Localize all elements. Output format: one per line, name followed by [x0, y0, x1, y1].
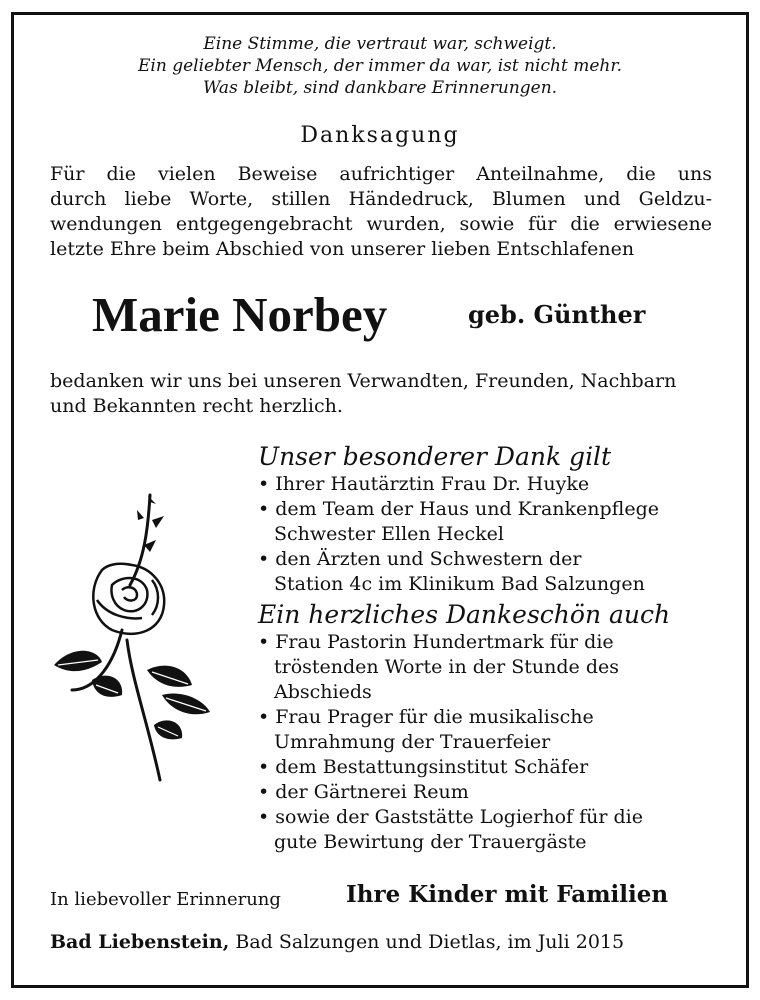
poem: [0, 33, 760, 99]
special-thanks-list: [258, 472, 728, 597]
thanks-line: und Bekannten recht herzlich.: [50, 395, 343, 417]
list-item-line: • Ihrer Hautärztin Frau Dr. Huyke: [258, 473, 590, 495]
maiden-name: geb. Günther: [468, 300, 646, 329]
list-item: [258, 705, 728, 755]
deceased-name: Marie Norbey: [92, 287, 388, 342]
intro-paragraph: [50, 162, 712, 262]
poem-line: Was bleibt, sind dankbare Erinnerungen.: [202, 78, 558, 98]
heartfelt-thanks-list: [258, 630, 728, 855]
list-item: [258, 497, 728, 547]
place-rest: Bad Salzungen und Dietlas, im Juli 2015: [229, 931, 625, 953]
list-item-line: • Frau Prager für die musikalische: [258, 706, 594, 728]
list-item: [258, 780, 728, 805]
poem-line: Ein geliebter Mensch, der immer da war, ist nicht mehr.: [138, 56, 622, 76]
list-item-line: Schwester Ellen Heckel: [274, 523, 504, 545]
list-item-line: • dem Team der Haus und Krankenpflege: [258, 498, 659, 520]
list-item-line: • Frau Pastorin Hundertmark für die: [258, 631, 614, 653]
list-item-line: • den Ärzten und Schwestern der: [258, 548, 582, 570]
intro-line: Für die vielen Beweise aufrichtiger Anteilnahme, die uns: [50, 163, 712, 185]
list-item: [258, 805, 728, 855]
intro-line: durch liebe Worte, stillen Händedruck, Blumen und Geldzu-: [50, 188, 712, 210]
list-item: [258, 755, 728, 780]
heartfelt-thanks-heading: Ein herzliches Dankeschön auch: [258, 600, 671, 629]
list-item-line: • der Gärtnerei Reum: [258, 781, 469, 803]
special-thanks-section: [258, 442, 728, 597]
thanks-paragraph: [50, 369, 720, 419]
list-item-line: Abschieds: [274, 681, 372, 703]
list-item-line: gute Bewirtung der Trauergäste: [274, 831, 587, 853]
place-bold: Bad Liebenstein,: [50, 931, 230, 953]
list-item-line: • dem Bestattungsinstitut Schäfer: [258, 756, 589, 778]
special-thanks-heading: Unser besonderer Dank gilt: [258, 442, 612, 471]
heading-danksagung: Danksagung: [300, 123, 460, 148]
list-item: [258, 630, 728, 705]
list-item-line: Umrahmung der Trauerfeier: [274, 731, 551, 753]
poem-line: Eine Stimme, die vertraut war, schweigt.: [203, 34, 557, 54]
list-item: [258, 472, 728, 497]
signature-family: Ihre Kinder mit Familien: [346, 881, 669, 908]
signature-memory: In liebevoller Erinnerung: [50, 889, 281, 910]
list-item-line: • sowie der Gaststätte Logierhof für die: [258, 806, 643, 828]
rose-illustration: [52, 490, 217, 790]
intro-line: letzte Ehre beim Abschied von unserer lieben Entschlafenen: [50, 238, 635, 260]
thanks-line: bedanken wir uns bei unseren Verwandten, Freunden, Nachbarn: [50, 370, 677, 392]
heartfelt-thanks-section: [258, 600, 728, 855]
list-item-line: tröstenden Worte in der Stunde des: [274, 656, 619, 678]
list-item-line: Station 4c im Klinikum Bad Salzungen: [274, 573, 645, 595]
intro-line: wendungen entgegengebracht wurden, sowie für die erwiesene: [50, 213, 712, 235]
list-item: [258, 547, 728, 597]
place-date-line: [50, 931, 624, 953]
